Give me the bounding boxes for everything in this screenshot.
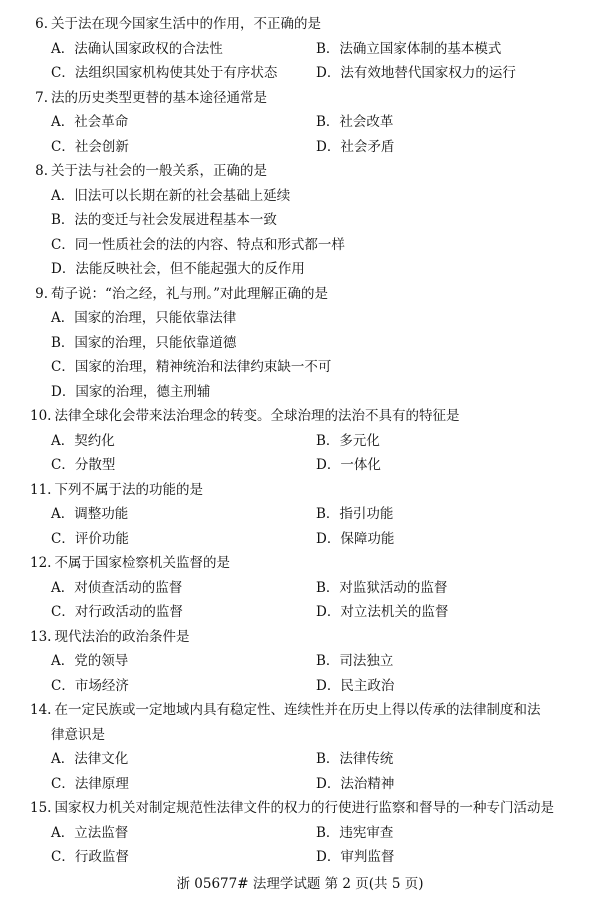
- question-list: [30, 12, 570, 870]
- answer-options: [30, 306, 570, 404]
- answer-option: A．契约化: [51, 432, 115, 449]
- question-text: 现代法治的政治条件是: [54, 628, 190, 645]
- answer-option: A．调整功能: [51, 506, 129, 522]
- question-stem: [30, 404, 570, 429]
- question-number: 6.: [35, 16, 48, 32]
- answer-option: C．社会创新: [51, 138, 129, 155]
- answer-option: B．法律传统: [316, 751, 394, 767]
- question-number: 7.: [35, 89, 48, 106]
- option-row: [51, 502, 570, 527]
- question: [30, 478, 570, 552]
- question: [30, 86, 570, 160]
- question-number: 12.: [30, 555, 52, 571]
- answer-option: A．法律文化: [51, 751, 129, 767]
- question-text: 下列不属于法的功能的是: [54, 481, 203, 498]
- answer-option: D．法有效地替代国家权力的运行: [316, 65, 516, 81]
- answer-option: B．国家的治理，只能依靠道德: [51, 334, 237, 351]
- question: [30, 404, 570, 478]
- answer-option: A．国家的治理，只能依靠法律: [51, 310, 237, 326]
- option-row: [51, 821, 570, 846]
- answer-option: C．法律原理: [51, 775, 129, 792]
- answer-option: A．社会革命: [51, 114, 129, 130]
- question-stem: [30, 698, 570, 747]
- answer-option: B．司法独立: [316, 653, 394, 669]
- answer-option: B．多元化: [316, 432, 380, 449]
- answer-option: A．法确认国家政权的合法性: [51, 40, 223, 57]
- question: [30, 282, 570, 405]
- question-text: 国家权力机关对制定规范性法律文件的权力的行使进行监察和督导的一种专门活动是: [54, 800, 554, 816]
- answer-option: A．党的领导: [51, 653, 129, 669]
- option-row: [51, 747, 570, 772]
- option-row: [51, 845, 570, 870]
- answer-option: C．法组织国家机构使其处于有序状态: [51, 65, 278, 81]
- option-row: [51, 674, 570, 699]
- option-row: [51, 61, 570, 86]
- question-text: 关于法与社会的一般关系，正确的是: [51, 163, 267, 179]
- answer-option: A．旧法可以长期在新的社会基础上延续: [51, 187, 291, 204]
- answer-option: B．违宪审查: [316, 824, 394, 841]
- answer-options: [30, 110, 570, 159]
- answer-options: [30, 184, 570, 282]
- question-stem: [30, 625, 570, 650]
- option-row: [51, 37, 570, 62]
- option-row: [51, 135, 570, 160]
- answer-option: D．国家的治理，德主刑辅: [51, 383, 211, 400]
- answer-options: [30, 429, 570, 478]
- question-stem: [30, 551, 570, 576]
- option-row: [51, 649, 570, 674]
- option-row: [51, 527, 570, 552]
- answer-option: B．法确立国家体制的基本模式: [316, 40, 502, 57]
- answer-option: D．审判监督: [316, 849, 395, 865]
- question: [30, 698, 570, 796]
- answer-option: B．法的变迁与社会发展进程基本一致: [51, 212, 277, 228]
- option-row: [51, 453, 570, 478]
- option-row: [51, 110, 570, 135]
- answer-option: D．法能反映社会，但不能起强大的反作用: [51, 261, 305, 277]
- question-number: 8.: [35, 163, 48, 179]
- question-text: 不属于国家检察机关监督的是: [54, 555, 230, 571]
- answer-option: A．立法监督: [51, 824, 129, 841]
- answer-option: D．一体化: [316, 457, 381, 473]
- option-row: [51, 600, 570, 625]
- answer-option: C．评价功能: [51, 530, 129, 547]
- question-number: 10.: [30, 408, 52, 424]
- option-row: [51, 772, 570, 797]
- answer-option: D．保障功能: [316, 530, 395, 547]
- question-stem: [30, 12, 570, 37]
- answer-option: D．法治精神: [316, 775, 395, 792]
- question-stem: [30, 478, 570, 503]
- answer-options: [30, 576, 570, 625]
- answer-option: D．民主政治: [316, 677, 395, 694]
- option-row: [51, 576, 570, 601]
- question: [30, 551, 570, 625]
- question-text: 法律全球化会带来法治理念的转变。全球治理的法治不具有的特征是: [54, 408, 460, 424]
- question-number: 13.: [30, 628, 52, 645]
- answer-option: C．国家的治理，精神统治和法律约束缺一不可: [51, 359, 332, 375]
- answer-option: C．行政监督: [51, 849, 129, 865]
- question: [30, 159, 570, 282]
- question-stem: [30, 86, 570, 111]
- question: [30, 625, 570, 699]
- question-stem: [30, 282, 570, 307]
- answer-option: B．社会改革: [316, 114, 394, 130]
- question-number: 11.: [30, 481, 52, 498]
- question: [30, 12, 570, 86]
- option-row: [51, 429, 570, 454]
- question: [30, 796, 570, 870]
- question-number: 14.: [30, 702, 52, 718]
- answer-option: C．分散型: [51, 457, 116, 473]
- question-stem: [30, 159, 570, 184]
- page-footer: 浙 05677# 法理学试题 第 2 页(共 5 页): [176, 876, 424, 892]
- answer-option: B．对监狱活动的监督: [316, 579, 448, 596]
- answer-option: C．同一性质社会的法的内容、特点和形式都一样: [51, 236, 345, 253]
- answer-options: [30, 747, 570, 796]
- question-text: 法的历史类型更替的基本途径通常是: [51, 89, 267, 106]
- answer-options: [30, 502, 570, 551]
- question-stem: [30, 796, 570, 821]
- question-number: 9.: [35, 285, 48, 302]
- question-number: 15.: [30, 800, 52, 816]
- question-text: 关于法在现今国家生活中的作用，不正确的是: [51, 16, 321, 32]
- answer-options: [30, 821, 570, 870]
- answer-option: B．指引功能: [316, 506, 394, 522]
- answer-option: D．社会矛盾: [316, 138, 395, 155]
- answer-option: C．市场经济: [51, 677, 129, 694]
- answer-option: D．对立法机关的监督: [316, 604, 449, 620]
- answer-option: C．对行政活动的监督: [51, 604, 183, 620]
- answer-options: [30, 37, 570, 86]
- question-text: 荀子说：“治之经，礼与刑。”对此理解正确的是: [51, 285, 329, 302]
- answer-option: A．对侦查活动的监督: [51, 579, 183, 596]
- question-text: 在一定民族或一定地域内具有稳定性、连续性并在历史上得以传承的法律制度和法: [54, 702, 541, 718]
- question-text-continued: 律意识是: [51, 726, 105, 743]
- answer-options: [30, 649, 570, 698]
